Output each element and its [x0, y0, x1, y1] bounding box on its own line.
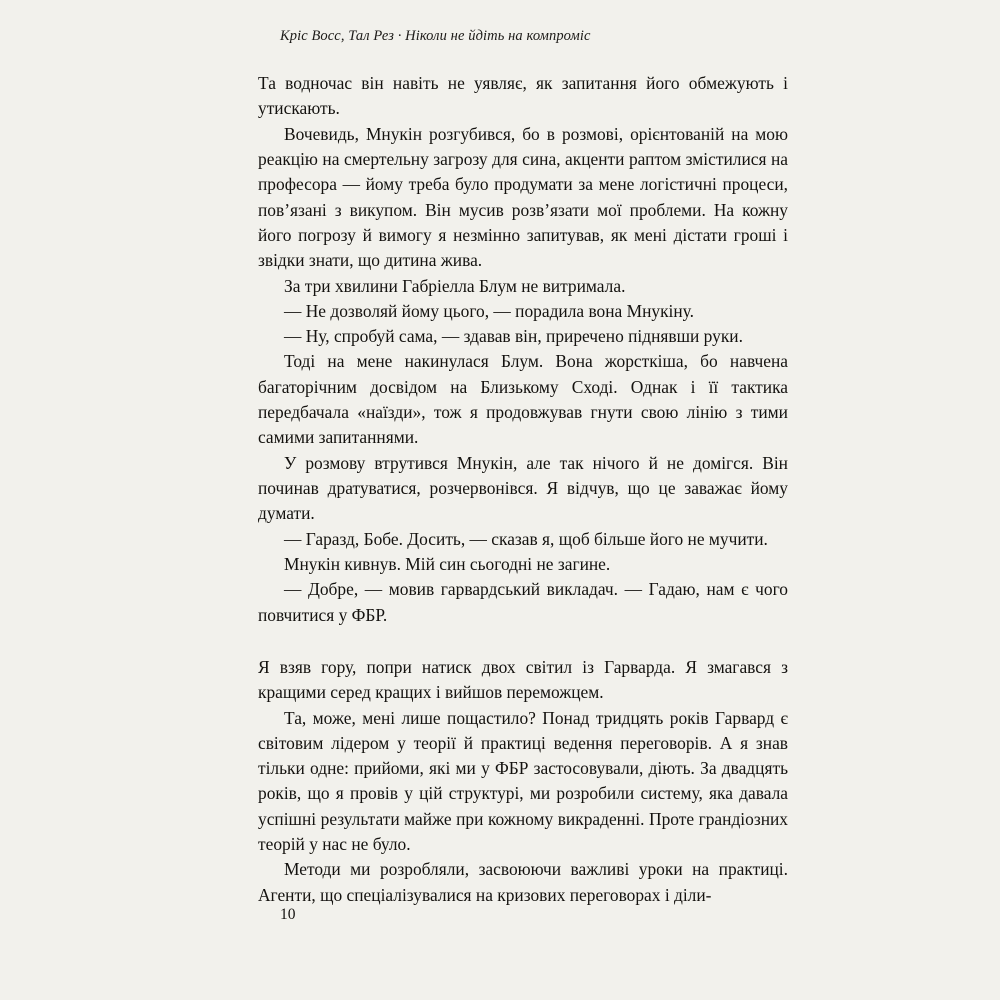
paragraph: — Ну, спробуй сама, — здавав він, приречено піднявши руки.	[284, 326, 743, 347]
paragraph: Мнукін кивнув. Мій син сьогодні не загине.	[284, 553, 611, 574]
paragraph: У розмову втрутився Мнукін, але так нічого й не домігся. Він починав дратуватися, розчервонівся. Я відчув, що це заважає йому думати.	[258, 452, 788, 524]
paragraph: Тоді на мене накинулася Блум. Вона жорсткіша, бо навчена багаторічним досвідом на Близькому Сході. Однак і її тактика передбачала «наїзди», тож я продовжував гнути свою лінію з тими самими запитаннями.	[258, 351, 788, 448]
body-text	[258, 71, 788, 908]
paragraph: Вочевидь, Мнукін розгубився, бо в розмові, орієнтованій на мою реакцію на смертельну загрозу для сина, акценти раптом змістилися на професора — йому треба було продумати за мене логістичні процеси, пов’язані з викупом. Він мусив розв’язати мої проблеми. На кожну його погрозу й вимогу я незмінно запитував, як мені дістати гроші і звідки знати, що дитина жива.	[258, 123, 788, 271]
page-number: 10	[280, 906, 296, 923]
paragraph: — Добре, — мовив гарвардський викладач. — Гадаю, нам є чого повчитися у ФБР.	[258, 579, 788, 625]
scene-break	[258, 628, 788, 655]
paragraph: Та водночас він навіть не уявляє, як запитання його обмежують і утискають.	[258, 73, 788, 119]
paragraph: — Не дозволяй йому цього, — порадила вона Мнукіну.	[284, 300, 694, 321]
paragraph: Методи ми розробляли, засвоюючи важливі уроки на практиці. Агенти, що спеціалізувалися на кризових переговорах і діли-	[258, 859, 788, 905]
page-content-area	[258, 28, 788, 972]
paragraph: — Гаразд, Бобе. Досить, — сказав я, щоб більше його не мучити.	[284, 528, 768, 549]
paragraph: Та, може, мені лише пощастило? Понад тридцять років Гарвард є світовим лідером у теорії й практиці ведення переговорів. А я знав тільки одне: прийоми, які ми у ФБР застосовували, діють. За двадцять років, що я провів у цій структурі, ми розробили систему, яка давала успішні результати майже при кожному викраденні. Проте грандіозних теорій у нас не було.	[258, 707, 788, 855]
paragraph: Я взяв гору, попри натиск двох світил із Гарварда. Я змагався з кращими серед кращих і вийшов переможцем.	[258, 656, 788, 703]
paragraph: За три хвилини Габріелла Блум не витримала.	[284, 275, 626, 296]
running-head: Кріс Восс, Тал Рез · Ніколи не йдіть на компроміс	[280, 28, 591, 44]
